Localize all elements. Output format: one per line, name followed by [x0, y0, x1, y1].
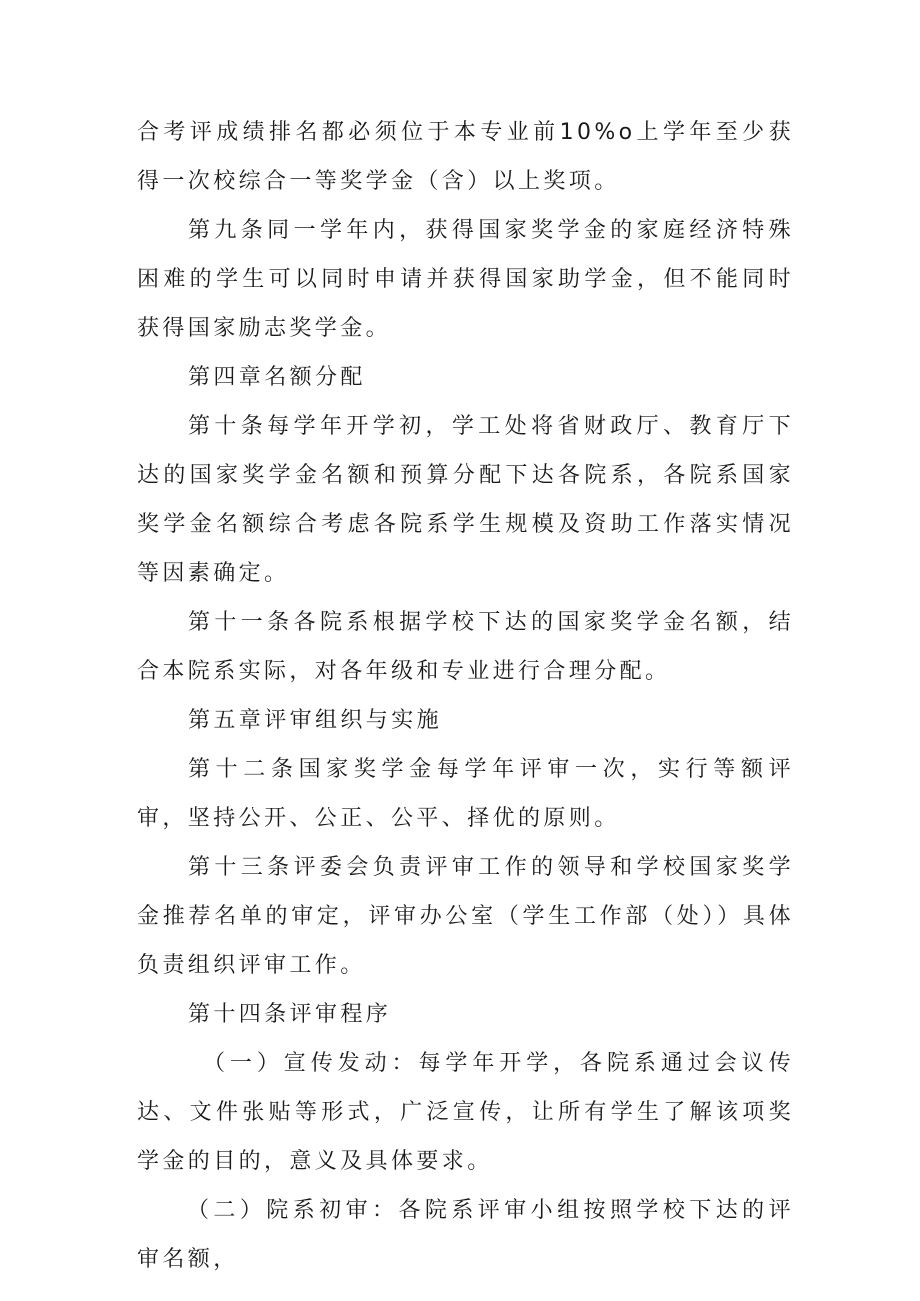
chapter-heading-4: 第四章名额分配: [188, 365, 366, 390]
paragraph-article-14: 第十四条评审程序: [188, 1002, 392, 1027]
paragraph-continuation: 合考评成绩排名都必须位于本专业前10%o上学年至少获得一次校综合一等奖学金（含）以上奖项。: [137, 120, 794, 194]
paragraph-article-9: 第九条同一学年内，获得国家奖学金的家庭经济特殊困难的学生可以同时申请并获得国家助学金，但不能同时获得国家励志奖学金。: [137, 218, 794, 341]
paragraph-step-2: （二）院系初审：各院系评审小组按照学校下达的评审名额，: [137, 1198, 794, 1272]
paragraph-article-13: 第十三条评委会负责评审工作的领导和学校国家奖学金推荐名单的审定，评审办公室（学生工作部（处））具体负责组织评审工作。: [137, 855, 794, 978]
paragraph-article-12: 第十二条国家奖学金每学年评审一次，实行等额评审，坚持公开、公正、公平、择优的原则。: [137, 757, 794, 831]
paragraph-article-10: 第十条每学年开学初，学工处将省财政厅、教育厅下达的国家奖学金名额和预算分配下达各院系，各院系国家奖学金名额综合考虑各院系学生规模及资助工作落实情况等因素确定。: [137, 414, 794, 586]
chapter-heading-5: 第五章评审组织与实施: [188, 708, 443, 733]
paragraph-step-1: （一）宣传发动：每学年开学，各院系通过会议传达、文件张贴等形式，广泛宣传，让所有学生了解该项奖学金的目的，意义及具体要求。: [137, 1051, 794, 1174]
paragraph-article-11: 第十一条各院系根据学校下达的国家奖学金名额，结合本院系实际，对各年级和专业进行合理分配。: [137, 610, 794, 684]
